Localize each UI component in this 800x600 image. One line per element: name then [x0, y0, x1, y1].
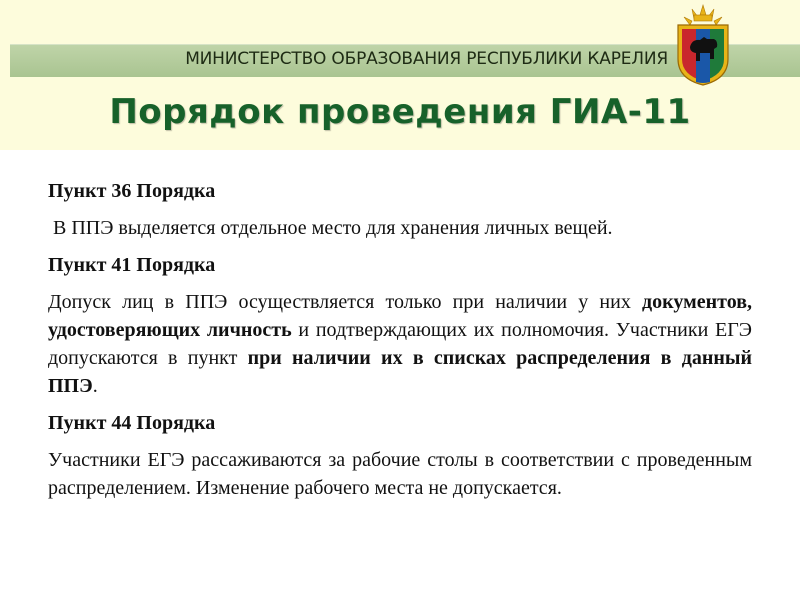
bold-fragment: документов, удостоверяющих личность [48, 291, 752, 341]
slide-title: Порядок проведения ГИА-11 [109, 92, 691, 132]
ministry-name: МИНИСТЕРСТВО ОБРАЗОВАНИЯ РЕСПУБЛИКИ КАРЕЛИЯ [185, 49, 668, 69]
section-heading-44: Пункт 44 Порядка [48, 412, 216, 434]
section-text-41 [48, 288, 752, 400]
text-fragment: и подтверждающих их полномочия. Участники ЕГЭ допускаются в пункт [48, 319, 752, 369]
section-text-44: Участники ЕГЭ рассаживаются за рабочие столы в соответствии с проведенным распределением. Изменение рабочего места не допускается. [48, 449, 752, 499]
coat-of-arms-emblem [670, 3, 736, 87]
text-fragment: Допуск лиц в ППЭ осуществляется только при наличии у них [48, 291, 643, 313]
section-heading-41: Пункт 41 Порядка [48, 254, 216, 276]
bold-fragment: при наличии их в списках распределения в данный ППЭ [48, 347, 753, 397]
section-heading-36: Пункт 36 Порядка [48, 180, 216, 202]
text-fragment: . [92, 375, 98, 397]
slide-content [48, 177, 752, 511]
section-text-36: В ППЭ выделяется отдельное место для хранения личных вещей. [53, 217, 613, 239]
